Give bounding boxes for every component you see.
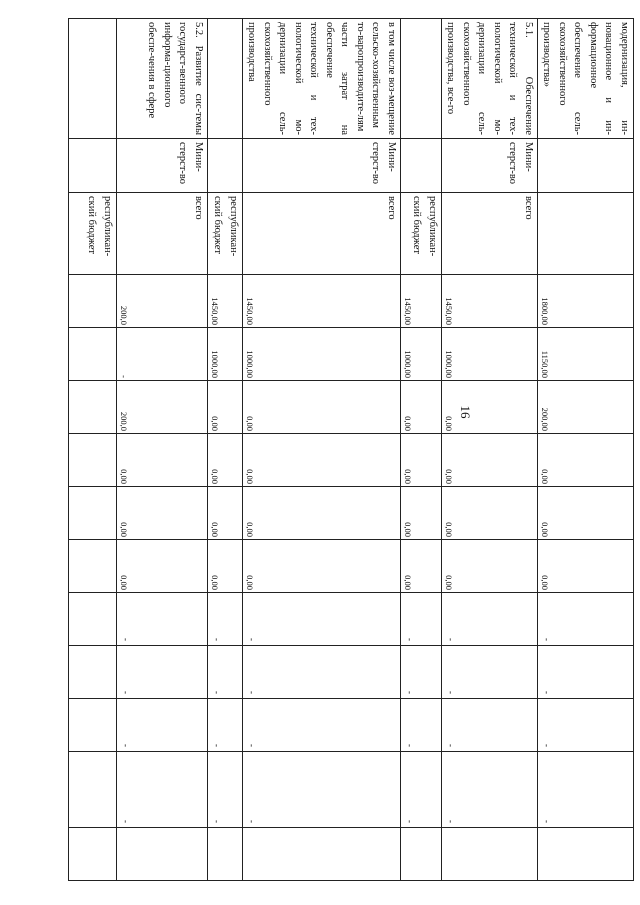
executor-cell: Мини-стерст-во — [116, 139, 207, 193]
value-cell: - — [208, 646, 243, 699]
value-cell: - — [243, 646, 401, 699]
activity-name-cell: 5.2. Развитие сис-темы государст-венного информа-ционного обеспе-чения в сфере — [116, 19, 207, 139]
value-cell: 0,00 — [116, 434, 207, 487]
value-cell — [69, 487, 117, 540]
value-cell: 0,00 — [243, 434, 401, 487]
value-cell: 0,00 — [538, 540, 634, 593]
table-row — [208, 19, 243, 881]
activity-name-cell: 5.1. Обеспечение технической и тех-нологической мо-дернизации сель-скохозяйственного производства, все-го — [442, 19, 538, 139]
value-cell: - — [208, 593, 243, 646]
value-cell: - — [116, 752, 207, 828]
value-cell: 0,00 — [401, 487, 442, 540]
empty-cell — [442, 828, 538, 881]
value-cell: 0,00 — [208, 540, 243, 593]
activity-name-cell — [401, 19, 442, 139]
value-cell: - — [401, 752, 442, 828]
value-cell: 0,00 — [208, 381, 243, 434]
page-number: 16 — [458, 405, 473, 419]
value-cell: - — [243, 699, 401, 752]
value-cell — [69, 593, 117, 646]
activity-name-cell: в том числе воз-мещение сельско-хозяйственным то-варопроизводите-лям части затрат на обеспечение технической и тех-нологической мо-дернизации сель-скохозяйственного производства — [243, 19, 401, 139]
table-row — [401, 19, 442, 881]
empty-cell — [538, 828, 634, 881]
table-row — [69, 19, 117, 881]
value-cell: 0,00 — [538, 487, 634, 540]
table-row — [243, 19, 401, 881]
value-cell: 1000,00 — [401, 328, 442, 381]
value-cell: - — [116, 328, 207, 381]
value-cell: 0,00 — [208, 487, 243, 540]
funding-source-cell: республикан-ский бюджет — [69, 193, 117, 275]
table-row — [442, 19, 538, 881]
funding-source-cell: республикан-ский бюджет — [208, 193, 243, 275]
executor-cell — [208, 139, 243, 193]
funding-source-cell: всего — [243, 193, 401, 275]
funding-source-cell — [538, 193, 634, 275]
value-cell — [69, 699, 117, 752]
value-cell: 1000,00 — [208, 328, 243, 381]
value-cell — [69, 434, 117, 487]
value-cell: 0,00 — [442, 381, 538, 434]
value-cell: - — [442, 699, 538, 752]
value-cell: 1800,00 — [538, 275, 634, 328]
value-cell: 0,00 — [116, 540, 207, 593]
empty-cell — [208, 828, 243, 881]
value-cell: - — [538, 593, 634, 646]
activity-name-cell — [208, 19, 243, 139]
value-cell: 0,00 — [442, 540, 538, 593]
value-cell: 200,00 — [538, 381, 634, 434]
value-cell: - — [442, 752, 538, 828]
value-cell: 0,00 — [243, 381, 401, 434]
value-cell: - — [116, 646, 207, 699]
value-cell: - — [538, 752, 634, 828]
value-cell: 1150,00 — [538, 328, 634, 381]
value-cell — [69, 381, 117, 434]
value-cell: 1450,00 — [243, 275, 401, 328]
value-cell: 200,0 — [116, 381, 207, 434]
value-cell: 0,00 — [243, 540, 401, 593]
value-cell: - — [208, 699, 243, 752]
value-cell: 1450,00 — [442, 275, 538, 328]
funding-source-cell: республикан-ский бюджет — [401, 193, 442, 275]
empty-cell — [69, 828, 117, 881]
value-cell — [69, 275, 117, 328]
value-cell: 0,00 — [243, 487, 401, 540]
table-row — [116, 19, 207, 881]
value-cell: - — [243, 752, 401, 828]
activity-name-cell: модернизация, ин-новационное и ин-формационное обеспечение сель-скохозяйственного производства» — [538, 19, 634, 139]
value-cell: - — [538, 699, 634, 752]
executor-cell — [69, 139, 117, 193]
value-cell: - — [116, 699, 207, 752]
value-cell: 0,00 — [401, 381, 442, 434]
budget-table — [68, 18, 634, 881]
table-row — [538, 19, 634, 881]
value-cell: 1450,00 — [401, 275, 442, 328]
value-cell: 1000,00 — [442, 328, 538, 381]
value-cell: 1450,00 — [208, 275, 243, 328]
funding-source-cell: всего — [116, 193, 207, 275]
value-cell — [69, 752, 117, 828]
empty-cell — [401, 828, 442, 881]
activity-name-cell — [69, 19, 117, 139]
executor-cell — [401, 139, 442, 193]
empty-cell — [243, 828, 401, 881]
value-cell — [69, 540, 117, 593]
empty-cell — [116, 828, 207, 881]
value-cell: 200,0 — [116, 275, 207, 328]
value-cell: - — [243, 593, 401, 646]
value-cell — [69, 646, 117, 699]
value-cell: - — [208, 752, 243, 828]
executor-cell: Мини-стерст-во — [243, 139, 401, 193]
value-cell: - — [538, 646, 634, 699]
value-cell: - — [442, 593, 538, 646]
value-cell: 0,00 — [208, 434, 243, 487]
funding-source-cell: всего — [442, 193, 538, 275]
value-cell: - — [442, 646, 538, 699]
value-cell: 0,00 — [401, 540, 442, 593]
executor-cell — [538, 139, 634, 193]
value-cell: - — [401, 646, 442, 699]
value-cell: 0,00 — [538, 434, 634, 487]
value-cell: - — [401, 699, 442, 752]
value-cell: 0,00 — [442, 434, 538, 487]
rotated-table-wrapper — [68, 18, 634, 881]
value-cell: 0,00 — [116, 487, 207, 540]
value-cell: 0,00 — [442, 487, 538, 540]
executor-cell: Мини-стерст-во — [442, 139, 538, 193]
value-cell: 1000,00 — [243, 328, 401, 381]
value-cell: 0,00 — [401, 434, 442, 487]
value-cell: - — [401, 593, 442, 646]
value-cell — [69, 328, 117, 381]
value-cell: - — [116, 593, 207, 646]
